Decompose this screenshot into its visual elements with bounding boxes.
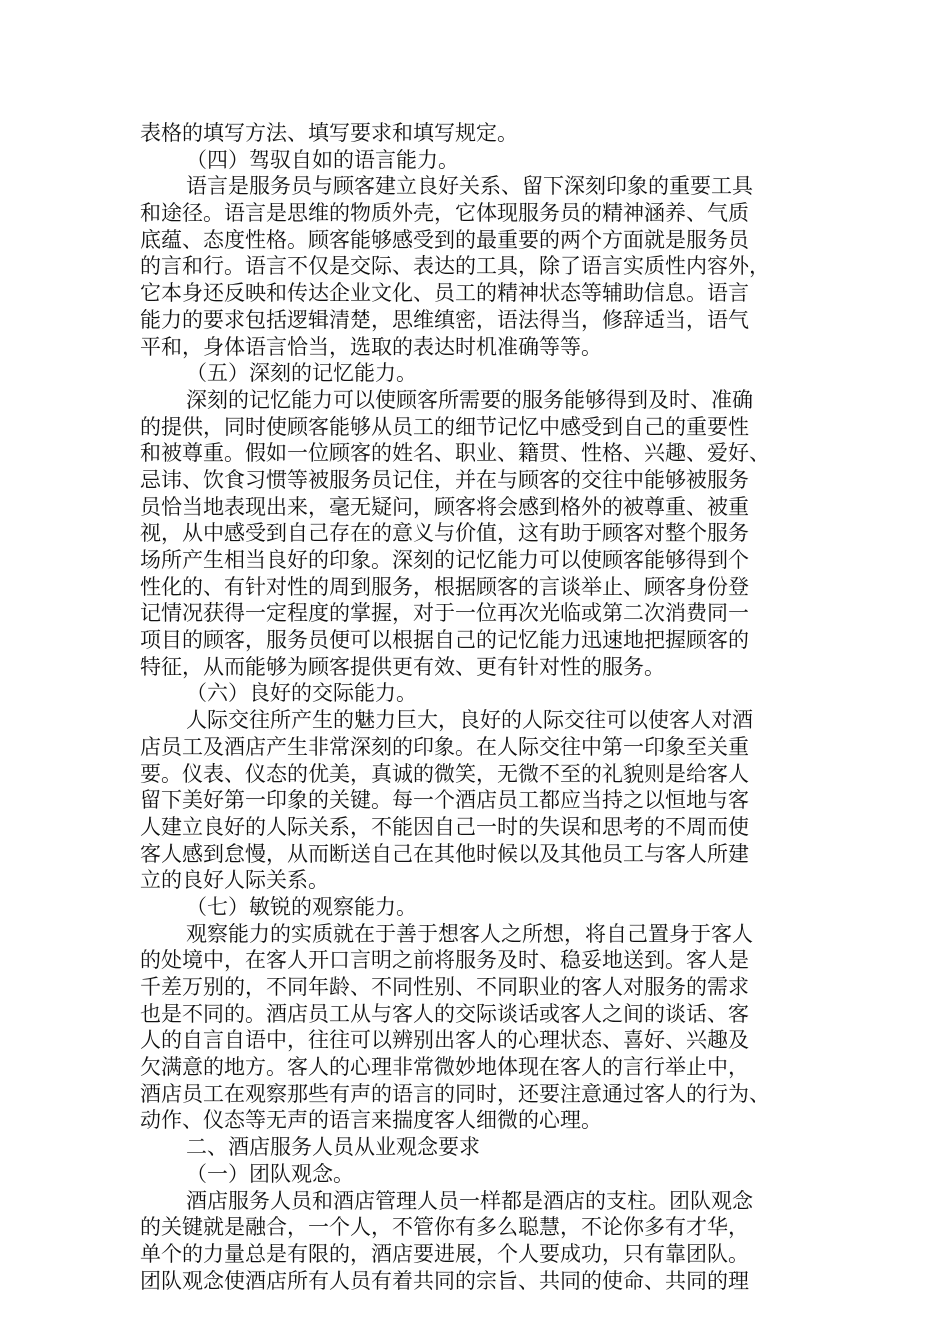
text-line: 特征，从而能够为顾客提供更有效、更有针对性的服务。 <box>140 654 665 679</box>
text-line: 视，从中感受到自己存在的意义与价值，这有助于顾客对整个服务 <box>140 521 749 546</box>
text-line: 酒店服务人员和酒店管理人员一样都是酒店的支柱。团队观念 <box>186 1188 753 1213</box>
text-line: 要。仪表、仪态的优美，真诚的微笑，无微不至的礼貌则是给客人 <box>140 761 749 786</box>
text-line: （五）深刻的记忆能力。 <box>186 361 417 386</box>
text-line: 团队观念使酒店所有人员有着共同的宗旨、共同的使命、共同的理 <box>140 1268 749 1293</box>
text-line: 的处境中，在客人开口言明之前将服务及时、稳妥地送到。客人是 <box>140 948 749 973</box>
text-line: 留下美好第一印象的关键。每一个酒店员工都应当持之以恒地与客 <box>140 788 749 813</box>
text-line: 和途径。语言是思维的物质外壳，它体现服务员的精神涵养、气质 <box>140 201 749 226</box>
text-line: 二、酒店服务人员从业观念要求 <box>186 1135 480 1160</box>
text-line: 的言和行。语言不仅是交际、表达的工具，除了语言实质性内容外， <box>140 254 770 279</box>
text-line: 忌讳、饮食习惯等被服务员记住，并在与顾客的交往中能够被服务 <box>140 467 749 492</box>
text-line: 的关键就是融合，一个人，不管你有多么聪慧，不论你多有才华， <box>140 1215 749 1240</box>
text-line: 客人感到怠慢，从而断送自己在其他时候以及其他员工与客人所建 <box>140 841 749 866</box>
text-line: 性化的、有针对性的周到服务，根据顾客的言谈举止、顾客身份登 <box>140 574 749 599</box>
document-body <box>140 120 800 1294</box>
text-line: 深刻的记忆能力可以使顾客所需要的服务能够得到及时、准确 <box>186 387 753 412</box>
text-line: 千差万别的，不同年龄、不同性别、不同职业的客人对服务的需求 <box>140 975 749 999</box>
text-line: 立的良好人际关系。 <box>140 868 329 893</box>
text-line: 底蕴、态度性格。顾客能够感受到的最重要的两个方面就是服务员 <box>140 227 749 252</box>
text-line: 项目的顾客，服务员便可以根据自己的记忆能力迅速地把握顾客的 <box>140 628 749 653</box>
text-line: 人际交往所产生的魅力巨大，良好的人际交往可以使客人对酒 <box>186 708 753 733</box>
text-line: 语言是服务员与顾客建立良好关系、留下深刻印象的重要工具 <box>186 174 753 199</box>
text-line: 员恰当地表现出来，毫无疑问，顾客将会感到格外的被尊重、被重 <box>140 494 749 519</box>
text-line: （一）团队观念。 <box>186 1161 354 1186</box>
text-line: （七）敏锐的观察能力。 <box>186 894 417 919</box>
text-line: 表格的填写方法、填写要求和填写规定。 <box>140 121 518 145</box>
text-line: 场所产生相当良好的印象。深刻的记忆能力可以使顾客能够得到个 <box>140 548 749 572</box>
text-line: （六）良好的交际能力。 <box>186 681 417 706</box>
text-line: 和被尊重。假如一位顾客的姓名、职业、籍贯、性格、兴趣、爱好、 <box>140 441 770 466</box>
text-line: 人的自言自语中，往往可以辨别出客人的心理状态、喜好、兴趣及 <box>140 1028 749 1053</box>
text-line: 能力的要求包括逻辑清楚，思维缜密，语法得当，修辞适当，语气 <box>140 307 749 332</box>
text-line: 的提供，同时使顾客能够从员工的细节记忆中感受到自己的重要性 <box>140 414 749 439</box>
text-line: 人建立良好的人际关系，不能因自己一时的失误和思考的不周而使 <box>140 814 749 839</box>
text-line: 欠满意的地方。客人的心理非常微妙地体现在客人的言行举止中， <box>140 1055 749 1080</box>
text-line: 酒店员工在观察那些有声的语言的同时，还要注意通过客人的行为、 <box>140 1081 770 1106</box>
text-line: （四）驾驭自如的语言能力。 <box>186 147 459 172</box>
text-line: 单个的力量总是有限的，酒店要进展，个人要成功，只有靠团队。 <box>140 1241 749 1266</box>
text-line: 也是不同的。酒店员工从与客人的交际谈话或客人之间的谈话、客 <box>140 1001 749 1026</box>
text-line: 观察能力的实质就在于善于想客人之所想，将自己置身于客人 <box>186 921 753 946</box>
text-line: 它本身还反映和传达企业文化、员工的精神状态等辅助信息。语言 <box>140 281 749 306</box>
text-line: 记情况获得一定程度的掌握，对于一位再次光临或第二次消费同一 <box>140 601 749 626</box>
text-line: 店员工及酒店产生非常深刻的印象。在人际交往中第一印象至关重 <box>140 734 749 759</box>
text-line: 平和，身体语言恰当，选取的表达时机准确等等。 <box>140 334 602 359</box>
text-line: 动作、仪态等无声的语言来揣度客人细微的心理。 <box>140 1108 602 1133</box>
